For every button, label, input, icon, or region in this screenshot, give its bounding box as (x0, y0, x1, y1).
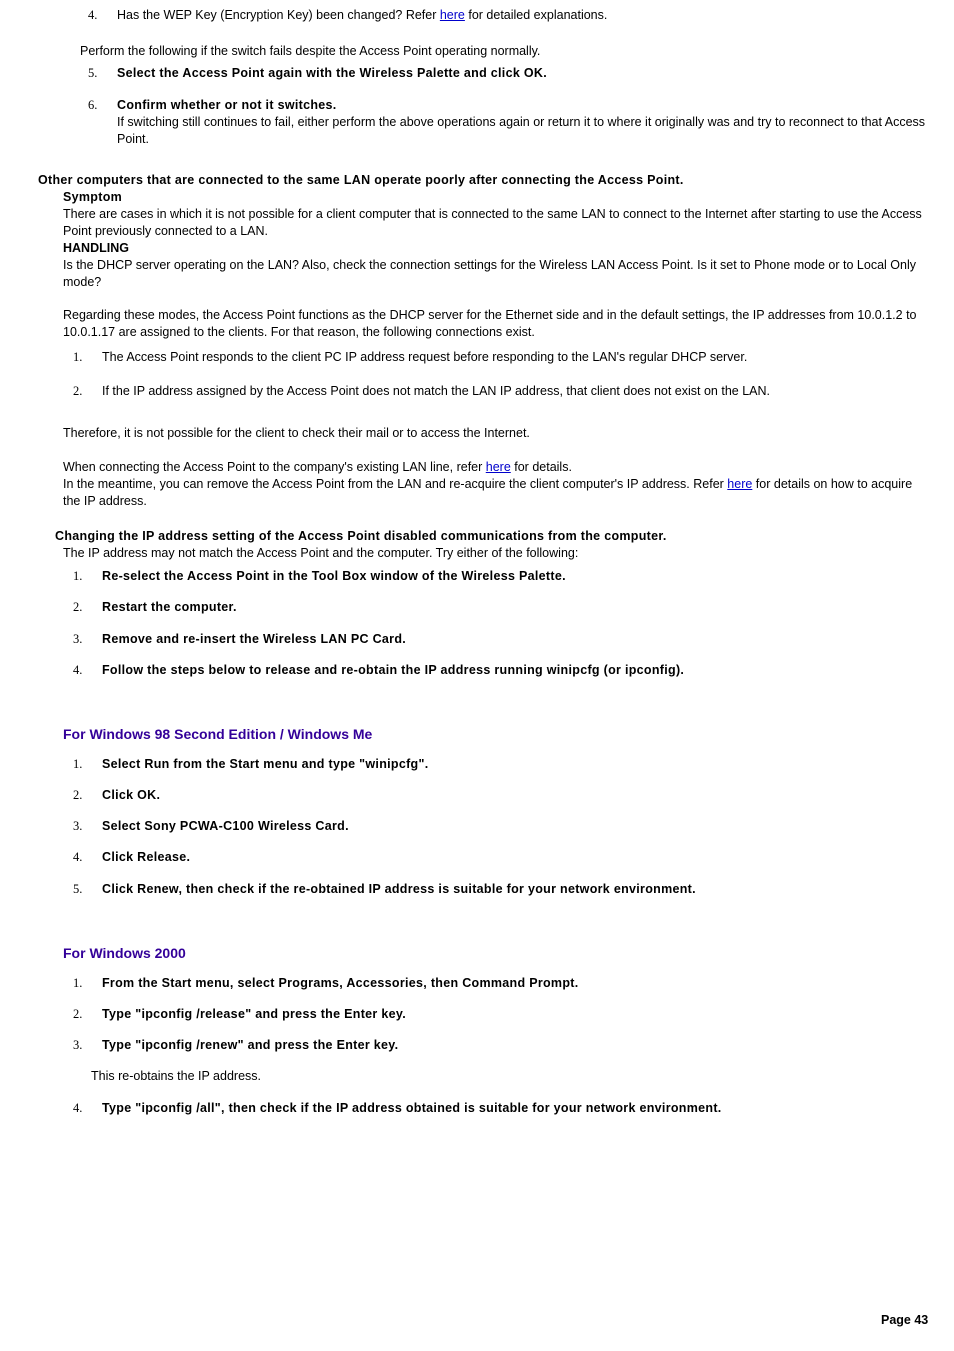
list-number: 4. (73, 1101, 83, 1115)
perform-text: Perform the following if the switch fails despite the Access Point operating normally. (80, 44, 541, 58)
list-number: 4. (73, 850, 83, 864)
list-number: 5. (88, 66, 98, 80)
list-item: Click OK. (102, 788, 161, 802)
here-link[interactable]: here (439, 8, 465, 22)
list-number: 3. (73, 632, 83, 646)
meantime-pre: In the meantime, you can remove the Access Point from the LAN and re-acquire the client computer's IP address. Refer (63, 477, 728, 491)
meantime-text (63, 476, 923, 510)
list-item: Select Run from the Start menu and type "winipcfg". (102, 757, 429, 771)
handling-text: Is the DHCP server operating on the LAN? Also, check the connection settings for the Wireless LAN Access Point. Is it set to Phone mode or to Local Only mode? (63, 258, 916, 289)
when-post: for details. (510, 460, 572, 474)
list-number: 5. (73, 882, 83, 896)
meantime-post: for details on how to acquire the IP address. (63, 477, 913, 508)
list-number: 3. (73, 819, 83, 833)
list-number: 1. (73, 976, 83, 990)
regarding-text: Regarding these modes, the Access Point functions as the DHCP server for the Ethernet side and in the default settings, the IP addresses from 10.0.1.2 to 10.0.1.17 are assigned to the clients. For that reason, the following connections exist. (63, 308, 917, 339)
list-item: The Access Point responds to the client PC IP address request before responding to the LAN's regular DHCP server. (102, 350, 748, 364)
list-number: 2. (73, 788, 83, 802)
list-item: Remove and re-insert the Wireless LAN PC Card. (102, 632, 407, 646)
list-number: 1. (73, 757, 83, 771)
here-link[interactable]: here (727, 477, 753, 491)
symptom-text: There are cases in which it is not possible for a client computer that is connected to the same LAN to connect to the Internet after starting to use the Access Point previously connected to a LAN. (63, 207, 922, 238)
step-text: Select the Access Point again with the Wireless Palette and click OK. (117, 66, 547, 80)
item-text: for detailed explanations. (464, 8, 608, 22)
list-item: Follow the steps below to release and re-obtain the IP address running winipcfg (or ipconfig). (102, 663, 685, 677)
list-item: Click Release. (102, 850, 191, 864)
list-number: 6. (88, 98, 98, 112)
list-item: From the Start menu, select Programs, Accessories, then Command Prompt. (102, 976, 579, 990)
list-item: If the IP address assigned by the Access Point does not match the LAN IP address, that client does not exist on the LAN. (102, 384, 770, 398)
therefore-text: Therefore, it is not possible for the client to check their mail or to access the Internet. (63, 426, 530, 440)
list-number: 1. (73, 350, 83, 364)
section-heading: Changing the IP address setting of the Access Point disabled communications from the computer. (55, 529, 667, 543)
wep-key-item (117, 7, 607, 24)
list-number: 2. (73, 600, 83, 614)
step-title: Confirm whether or not it switches. (117, 98, 337, 112)
symptom-label: Symptom (63, 190, 123, 204)
list-item: Type "ipconfig /renew" and press the Enter key. (102, 1038, 399, 1052)
list-item: Re-select the Access Point in the Tool Box window of the Wireless Palette. (102, 569, 566, 583)
list-number: 2. (73, 384, 83, 398)
step-description: If switching still continues to fail, either perform the above operations again or return it to where it originally was and try to reconnect to that Access Point. (117, 115, 926, 146)
list-item: Click Renew, then check if the re-obtained IP address is suitable for your network environment. (102, 882, 696, 896)
when-pre: When connecting the Access Point to the company's existing LAN line, refer (63, 460, 486, 474)
list-item: Restart the computer. (102, 600, 237, 614)
when-text (63, 459, 572, 476)
subsection-title: For Windows 2000 (63, 945, 186, 961)
page-number: Page 43 (881, 1313, 929, 1327)
item-text: Has the WEP Key (Encryption Key) been changed? Refer (117, 8, 440, 22)
list-number: 1. (73, 569, 83, 583)
list-item: Select Sony PCWA-C100 Wireless Card. (102, 819, 349, 833)
list-number: 4. (73, 663, 83, 677)
subsection-title: For Windows 98 Second Edition / Windows Me (63, 726, 373, 742)
section-intro: The IP address may not match the Access Point and the computer. Try either of the following: (63, 546, 579, 560)
handling-label: HANDLING (63, 241, 129, 255)
step-note: This re-obtains the IP address. (91, 1069, 261, 1083)
list-item: Type "ipconfig /release" and press the Enter key. (102, 1007, 406, 1021)
here-link[interactable]: here (485, 460, 511, 474)
list-item: Type "ipconfig /all", then check if the IP address obtained is suitable for your network environment. (102, 1101, 722, 1115)
list-number: 3. (73, 1038, 83, 1052)
list-number: 4. (88, 8, 98, 22)
list-number: 2. (73, 1007, 83, 1021)
section-heading: Other computers that are connected to the same LAN operate poorly after connecting the Access Point. (38, 173, 684, 187)
